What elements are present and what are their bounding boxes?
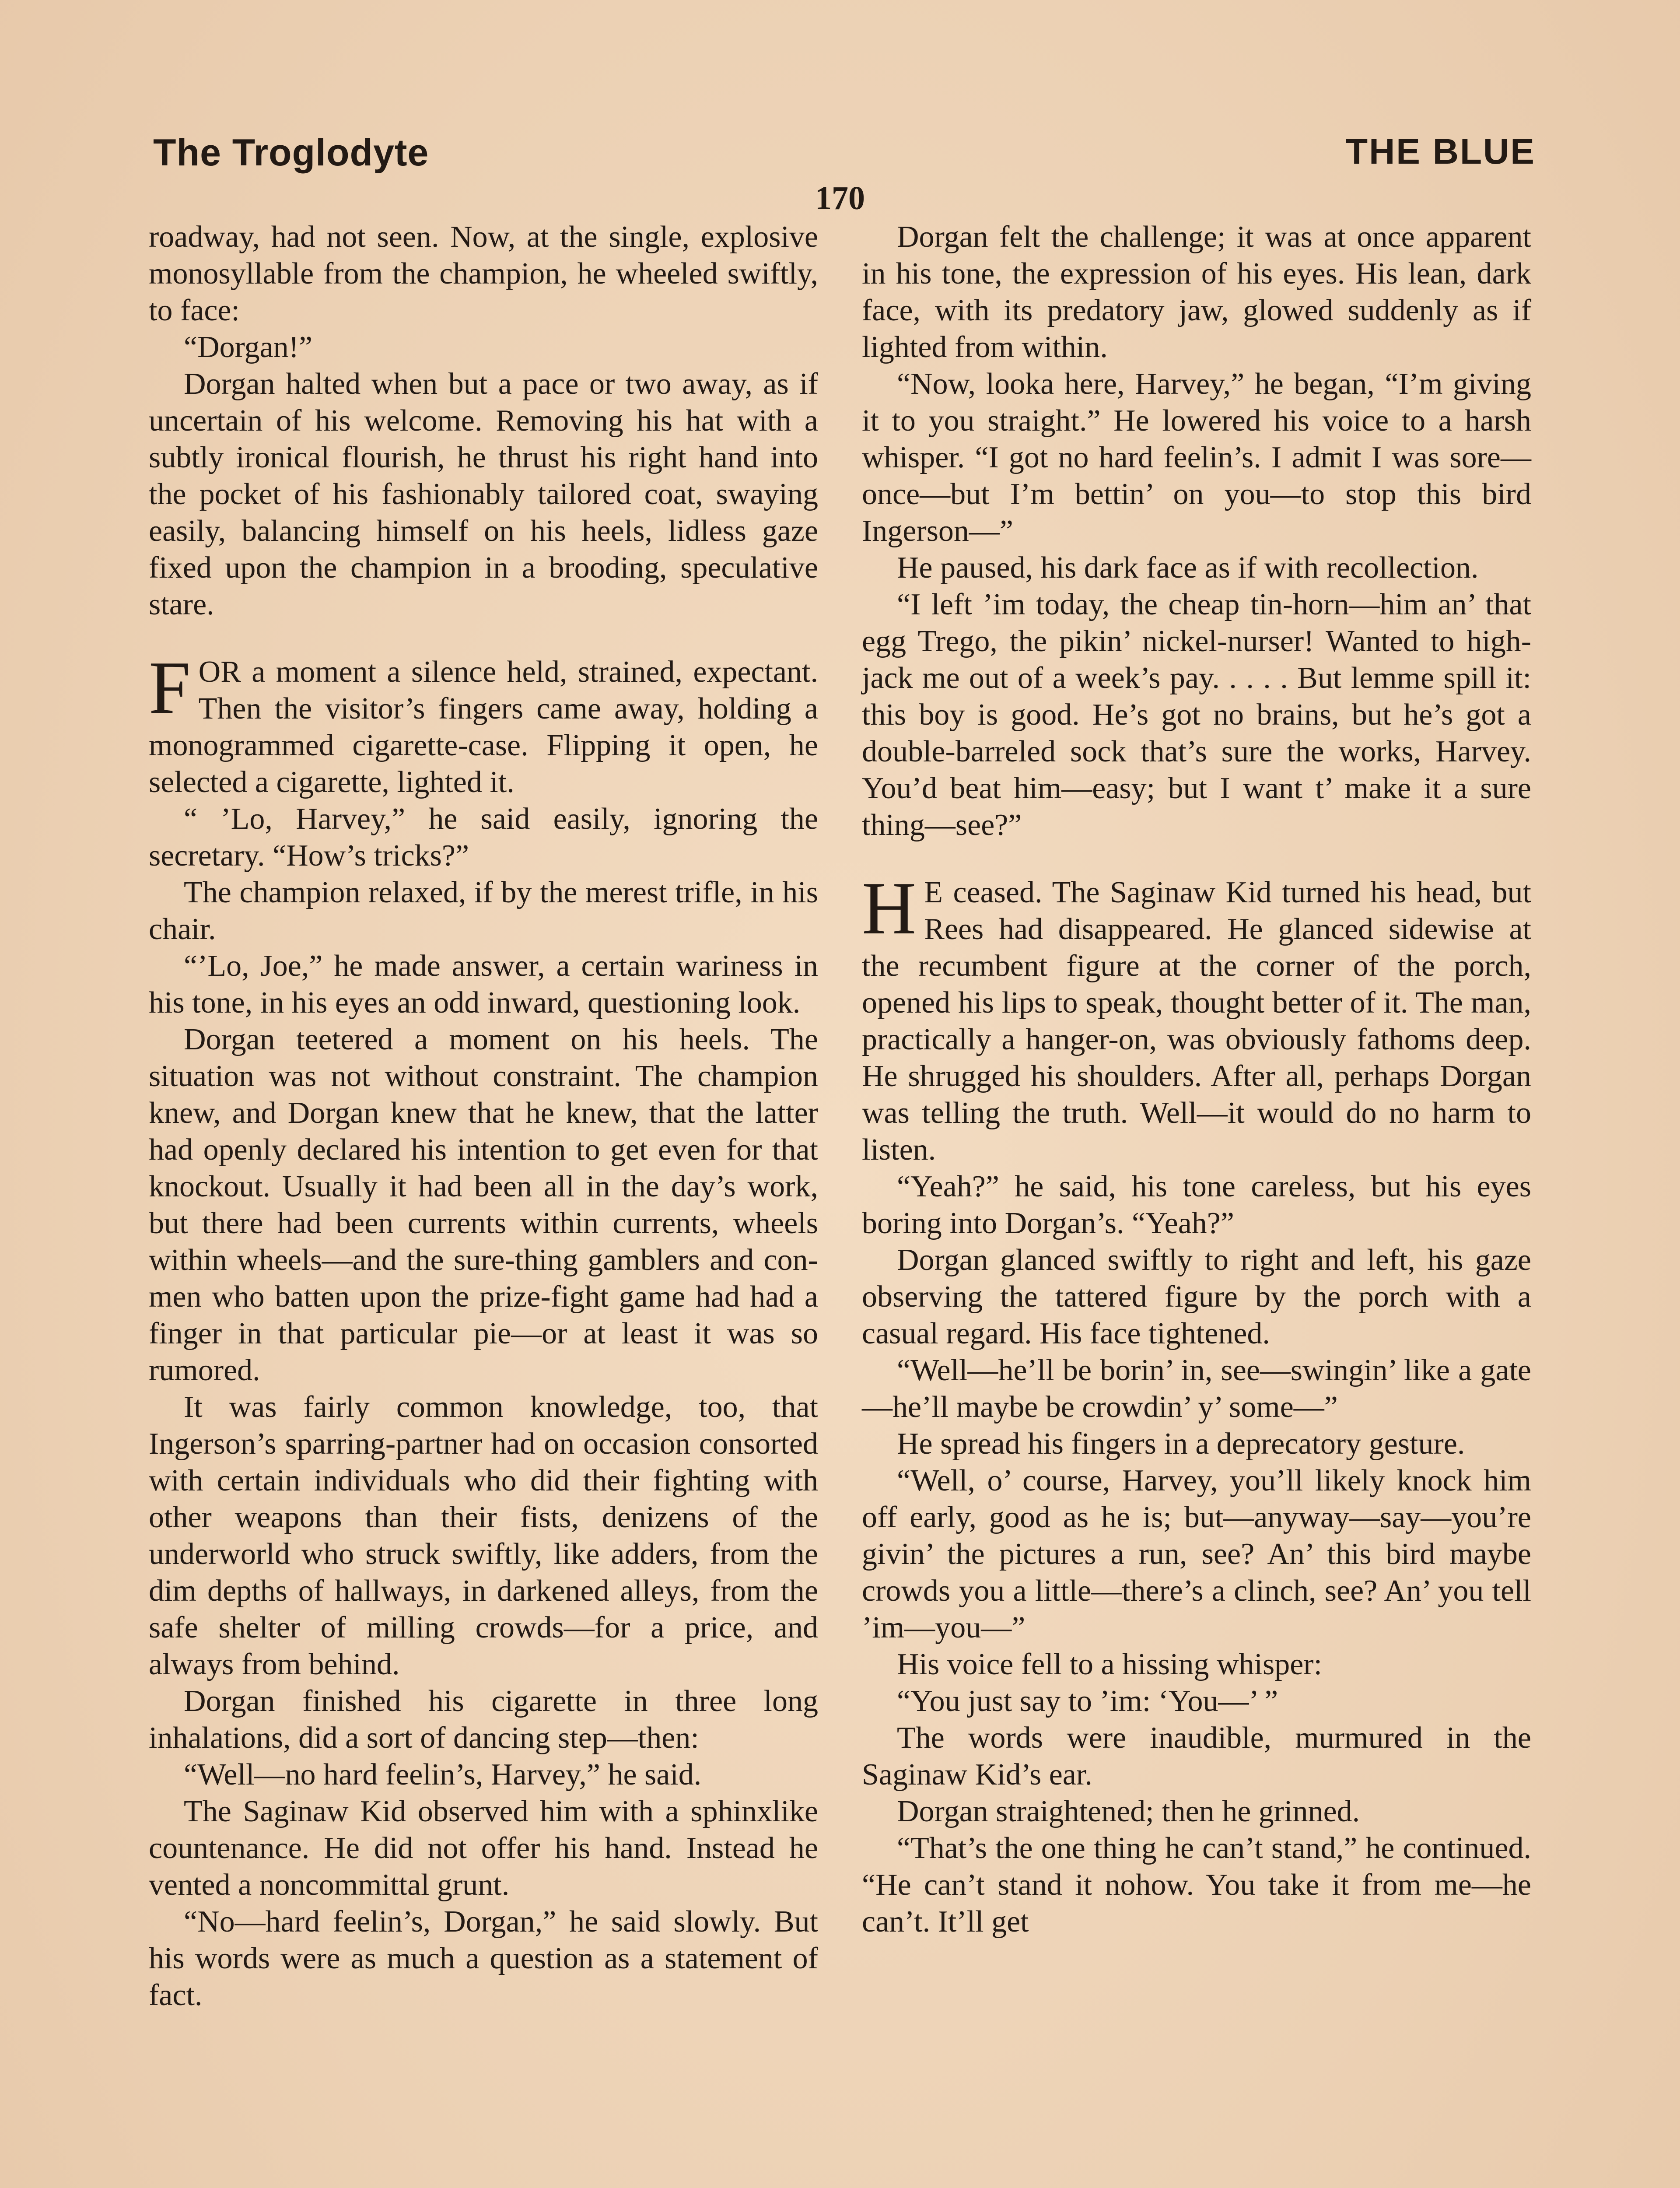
paragraph: “No—hard feelin’s, Dorgan,” he said slowly. But his words were as much a question as a statement of fact.: [149, 1905, 818, 2012]
paragraph-text: E ceased. The Saginaw Kid turned his head, but Rees had disappeared. He glanced sidewise at the recumbent figure at the corner of the porch, opened his lips to speak, thought better of it. The man, practically a hanger-on, was obviously fathoms deep. He shrugged his shoulders. After all, perhaps Dorgan was telling the truth. Well—it would do no harm to listen.: [862, 876, 1531, 1167]
paragraph: He paused, his dark face as if with recollection.: [897, 551, 1479, 585]
paragraph: Dorgan felt the challenge; it was at once apparent in his tone, the expression of his eyes. His lean, dark face, with its predatory jaw, glowed suddenly as if lighted from within.: [862, 220, 1531, 364]
paragraph: “Well—he’ll be borin’ in, see—swingin’ like a gate—he’ll maybe be crowdin’ y’ some—”: [862, 1353, 1531, 1424]
paragraph: “Well, o’ course, Harvey, you’ll likely knock him off early, good as he is; but—anyway—say—you’re givin’ the pictures a run, see? An’ this bird maybe crowds you a little—there’s a clinch, see? An’ you tell ’im—you—”: [862, 1464, 1531, 1645]
paragraph: “That’s the one thing he can’t stand,” he continued. “He can’t stand it nohow. You take it from me—he can’t. It’ll get: [862, 1831, 1531, 1939]
paragraph: His voice fell to a hissing whisper:: [897, 1648, 1323, 1681]
paragraph: “You just say to ’im: ‘You—’ ”: [897, 1684, 1278, 1718]
paragraph: Dorgan straightened; then he grinned.: [897, 1795, 1360, 1828]
paragraph: “’Lo, Joe,” he made answer, a certain wariness in his tone, in his eyes an odd inward, questioning look.: [149, 949, 818, 1020]
paragraph-text: OR a moment a silence held, strained, expectant. Then the visitor’s fingers came away, holding a monogrammed cigarette-case. Flipping it open, he selected a cigarette, lighted it.: [149, 655, 818, 799]
drop-cap: F: [149, 646, 191, 729]
page-header: [153, 131, 1536, 184]
page-number: 170: [815, 180, 865, 217]
paragraph: “ ’Lo, Harvey,” he said easily, ignoring the secretary. “How’s tricks?”: [149, 802, 818, 873]
paragraph: “Well—no hard feelin’s, Harvey,” he said.: [184, 1758, 702, 1792]
running-head-magazine-title: THE BLUE: [1346, 132, 1536, 172]
drop-cap: H: [862, 867, 917, 950]
paragraph: “I left ’im today, the cheap tin-horn—him an’ that egg Trego, the pikin’ nickel-nurser! Wanted to high-jack me out of a week’s pay. . . . . But lemme spill it: this boy is good. He’s got no brains, but he’s got a double-barreled sock that’s sure the works, Harvey. You’d beat him—easy; but I want t’ make it a sure thing—see?”: [862, 588, 1531, 842]
paragraph: “Now, looka here, Harvey,” he began, “I’m giving it to you straight.” He lowered his voice to a harsh whisper. “I got no hard feelin’s. I admit I was sore—once—but I’m bettin’ on you—to stop this bird Ingerson—”: [862, 367, 1531, 548]
section-paragraph: [862, 867, 1531, 1168]
paragraph: Dorgan halted when but a pace or two away, as if uncertain of his welcome. Removing his hat with a subtly ironical flourish, he thrust his right hand into the pocket of his fashionably tailored coat, swaying easily, balancing himself on his heels, lidless gaze fixed upon the champion in a brooding, speculative stare.: [149, 367, 818, 621]
paragraph: roadway, had not seen. Now, at the single, explosive monosyllable from the champion, he wheeled swiftly, to face:: [149, 220, 818, 327]
running-head-story-title: The Troglodyte: [153, 132, 429, 174]
paragraph: The words were inaudible, murmured in the Saginaw Kid’s ear.: [862, 1721, 1531, 1792]
paragraph: The Saginaw Kid observed him with a sphinxlike countenance. He did not offer his hand. Instead he vented a noncommittal grunt.: [149, 1795, 818, 1902]
paragraph: The champion relaxed, if by the merest trifle, in his chair.: [149, 876, 818, 946]
paragraph: Dorgan glanced swiftly to right and left, his gaze observing the tattered figure by the porch with a casual regard. His face tightened.: [862, 1243, 1531, 1350]
paragraph: It was fairly common knowledge, too, that Ingerson’s sparring-partner had on occasion consorted with certain individuals who did their fighting with other weapons than their fists, denizens of the underworld who struck swiftly, like adders, from the dim depths of hallways, in darkened alleys, from the safe shelter of milling crowds—for a price, and always from behind.: [149, 1390, 818, 1681]
paragraph: Dorgan teetered a moment on his heels. The situation was not without constraint. The champion knew, and Dorgan knew that he knew, that the latter had openly declared his intention to get even for that knockout. Usually it had been all in the day’s work, but there had been currents within currents, wheels within wheels—and the sure-thing gamblers and con-men who batten upon the prize-fight game had had a finger in that particular pie—or at least it was so rumored.: [149, 1023, 818, 1387]
left-column: [149, 219, 818, 2014]
paragraph: “Dorgan!”: [184, 330, 313, 364]
right-column: [862, 219, 1531, 1940]
paragraph: “Yeah?” he said, his tone careless, but his eyes boring into Dorgan’s. “Yeah?”: [862, 1170, 1531, 1240]
paragraph: Dorgan finished his cigarette in three long inhalations, did a sort of dancing step—then:: [149, 1684, 818, 1755]
section-paragraph: [149, 646, 818, 801]
paragraph: He spread his fingers in a deprecatory gesture.: [897, 1427, 1465, 1461]
